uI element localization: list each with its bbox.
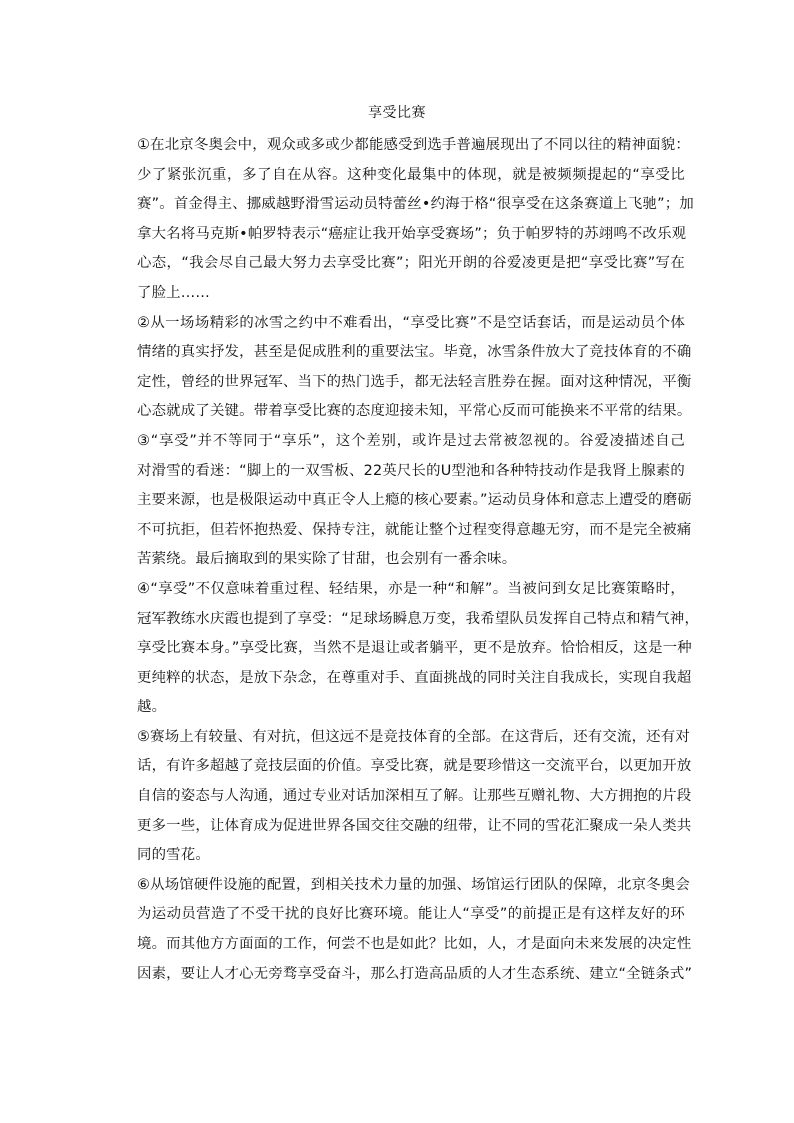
paragraph-line: ③“享受”并不等同于“享乐”，这个差别，或许是过去常被忽视的。谷爱凌描述自己 xyxy=(137,432,685,449)
paragraph-line: 越。 xyxy=(137,699,167,716)
paragraph-line: 因素，要让人才心无旁骛享受奋斗，那么打造高品质的人才生态系统、建立“全链条式” xyxy=(137,965,693,982)
paragraph-line: 定性，曾经的世界冠军、当下的热门选手，都无法轻言胜券在握。面对这种情况，平衡 xyxy=(137,373,692,390)
paragraph-2 xyxy=(137,309,692,427)
paragraph-line: 情绪的真实抒发，甚至是促成胜利的重要法宝。毕竟，冰雪条件放大了竞技体育的不确 xyxy=(137,344,692,361)
paragraph-line: 同的雪花。 xyxy=(137,847,210,864)
paragraph-line: 对滑雪的看迷：“脚上的一双雪板、22英尺长的U型池和各种特技动作是我肾上腺素的 xyxy=(137,462,685,479)
paragraph-line: 拿大名将马克斯•帕罗特表示“癌症让我开始享受赛场”；负于帕罗特的苏翊鸣不改乐观 xyxy=(137,225,687,242)
paragraph-line: ②从一场场精彩的冰雪之约中不难看出，“享受比赛”不是空话套话，而是运动员个体 xyxy=(137,314,685,331)
paragraph-4 xyxy=(137,575,700,723)
paragraph-line: 境。而其他方方面面的工作，何尝不也是如此？比如，人，才是面向未来发展的决定性 xyxy=(137,936,692,953)
paragraph-1 xyxy=(137,131,694,309)
paragraph-line: ①在北京冬奥会中，观众或多或少都能感受到选手普遍展现出了不同以往的精神面貌： xyxy=(137,137,690,153)
paragraph-line: 主要来源，也是极限运动中真正令人上瘾的核心要素。”运动员身体和意志上遭受的磨砺 xyxy=(137,492,692,509)
paragraph-line: 不可抗拒，但若怀抱热爱、保持专注，就能让整个过程变得意趣无穷，而不是完全被痛 xyxy=(137,521,692,538)
document-title: 享受比赛 xyxy=(368,105,426,121)
paragraph-line: 为运动员营造了不受干扰的良好比赛环境。能让人“享受”的前提正是有这样友好的环 xyxy=(137,906,685,923)
paragraph-line: 苦萦绕。最后摘取到的果实除了甘甜，也会别有一番余味。 xyxy=(137,551,517,568)
paragraph-line: 赛”。首金得主、挪威越野滑雪运动员特蕾丝•约海于格“很享受在这条赛道上飞驰”；加 xyxy=(137,196,694,213)
paragraph-line: 享受比赛本身。”享受比赛，当然不是退让或者躺平，更不是放弃。恰恰相反，这是一种 xyxy=(137,640,692,657)
paragraph-line: ⑤赛场上有较量、有对抗，但这远不是竞技体育的全部。在这背后，还有交流，还有对 xyxy=(137,728,690,745)
article-body xyxy=(137,131,700,989)
paragraph-line: 话，有许多超越了竞技层面的价值。享受比赛，就是要珍惜这一交流平台，以更加开放 xyxy=(137,758,692,775)
paragraph-6 xyxy=(137,871,693,989)
paragraph-line: 更多一些，让体育成为促进世界各国交往交融的纽带，让不同的雪花汇聚成一朵人类共 xyxy=(137,817,692,834)
paragraph-line: 冠军教练水庆霞也提到了享受：“足球场瞬息万变，我希望队员发挥自己特点和精气神， xyxy=(137,610,700,627)
paragraph-line: ④“享受”不仅意味着重过程、轻结果，亦是一种“和解”。当被问到女足比赛策略时， xyxy=(137,580,685,597)
paragraph-3 xyxy=(137,427,692,575)
paragraph-line: ⑥从场馆硬件设施的配置，到相关技术力量的加强、场馆运行团队的保障，北京冬奥会 xyxy=(137,876,690,893)
paragraph-line: 自信的姿态与人沟通，通过专业对话加深相互了解。让那些互赠礼物、大方拥抱的片段 xyxy=(137,788,692,805)
paragraph-line: 更纯粹的状态，是放下杂念，在尊重对手、直面挑战的同时关注自我成长，实现自我超 xyxy=(137,669,692,686)
paragraph-5 xyxy=(137,723,692,871)
paragraph-line: 了脸上…… xyxy=(137,284,210,301)
paragraph-line: 心态，“我会尽自己最大努力去享受比赛”；阳光开朗的谷爱凌更是把“享受比赛”写在 xyxy=(137,255,685,272)
paragraph-line: 心态就成了关键。带着享受比赛的态度迎接未知，平常心反而可能换来不平常的结果。 xyxy=(137,403,692,420)
paragraph-line: 少了紧张沉重，多了自在从容。这种变化最集中的体现，就是被频频提起的“享受比 xyxy=(137,166,685,183)
